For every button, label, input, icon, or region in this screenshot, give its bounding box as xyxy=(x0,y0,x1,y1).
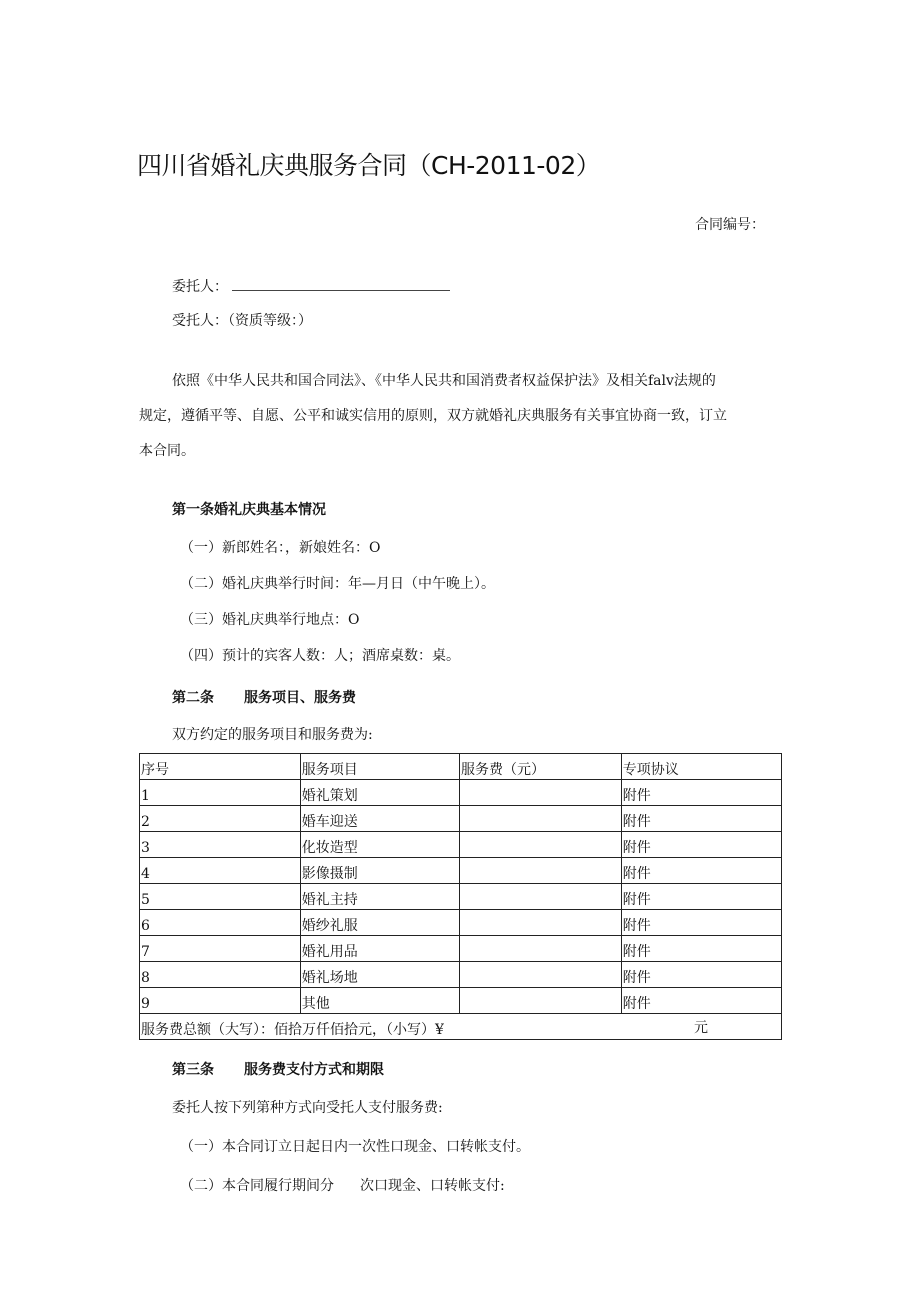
row-item: 婚礼主持 xyxy=(300,884,459,910)
row-no: 8 xyxy=(140,962,301,988)
row-agreement: 附件 xyxy=(621,936,781,962)
row-agreement: 附件 xyxy=(621,832,781,858)
row-fee xyxy=(460,988,622,1014)
row-no: 1 xyxy=(140,780,301,806)
article1-item-1: （一）新郎姓名：，新娘姓名：O xyxy=(180,540,381,556)
article2-heading xyxy=(172,688,356,708)
total-amount-text: 服务费总额（大写）：佰拾万仟佰拾元，（小写）¥ xyxy=(141,1022,444,1038)
row-agreement: 附件 xyxy=(621,780,781,806)
row-item: 其他 xyxy=(300,988,459,1014)
row-fee xyxy=(460,936,622,962)
table-row xyxy=(140,858,782,884)
preamble-line-3: 本合同。 xyxy=(139,443,195,459)
table-row xyxy=(140,910,782,936)
article2-number: 第二条 xyxy=(172,690,214,706)
table-header-row xyxy=(140,754,782,780)
article3-item-2b: 次口现金、口转帐支付: xyxy=(360,1178,505,1194)
total-cell xyxy=(140,1014,782,1040)
row-no: 5 xyxy=(140,884,301,910)
article3-title: 服务费支付方式和期限 xyxy=(244,1062,384,1078)
article3-item-1: （一）本合同订立日起日内一次性口现金、口转帐支付。 xyxy=(180,1139,530,1155)
row-item: 婚礼场地 xyxy=(300,962,459,988)
row-agreement: 附件 xyxy=(621,858,781,884)
article2-intro: 双方约定的服务项目和服务费为: xyxy=(172,727,373,743)
row-no: 3 xyxy=(140,832,301,858)
preamble-line-1: 依照《中华人民共和国合同法》、《中华人民共和国消费者权益保护法》及相关falv法规的 xyxy=(172,373,716,389)
row-agreement: 附件 xyxy=(621,988,781,1014)
contractor-label: 受托人：（资质等级：） xyxy=(172,313,312,329)
row-item: 婚车迎送 xyxy=(300,806,459,832)
row-fee xyxy=(460,858,622,884)
row-agreement: 附件 xyxy=(621,884,781,910)
service-fee-table xyxy=(139,753,782,1040)
row-fee xyxy=(460,910,622,936)
client-line xyxy=(172,276,450,297)
article2-title: 服务项目、服务费 xyxy=(244,690,356,706)
row-agreement: 附件 xyxy=(621,962,781,988)
article1-item-3: （三）婚礼庆典举行地点：O xyxy=(180,612,360,628)
table-row xyxy=(140,962,782,988)
row-no: 6 xyxy=(140,910,301,936)
contract-number-label: 合同编号： xyxy=(695,217,765,233)
article3-item-2a: （二）本合同履行期间分 xyxy=(180,1178,334,1194)
article1-item-4: （四）预计的宾客人数：人；酒席桌数：桌。 xyxy=(180,648,460,664)
table-row xyxy=(140,884,782,910)
article3-heading xyxy=(172,1060,384,1080)
table-row xyxy=(140,988,782,1014)
total-unit: 元 xyxy=(694,1020,708,1036)
row-fee xyxy=(460,962,622,988)
article1-item-2: （二）婚礼庆典举行时间：年—月日（中午晚上）。 xyxy=(180,576,495,592)
row-no: 7 xyxy=(140,936,301,962)
table-row xyxy=(140,832,782,858)
header-agreement: 专项协议 xyxy=(621,754,781,780)
table-row xyxy=(140,806,782,832)
row-agreement: 附件 xyxy=(621,910,781,936)
row-agreement: 附件 xyxy=(621,806,781,832)
client-blank-field xyxy=(232,276,450,291)
row-item: 婚礼用品 xyxy=(300,936,459,962)
row-fee xyxy=(460,806,622,832)
row-item: 化妆造型 xyxy=(300,832,459,858)
row-no: 2 xyxy=(140,806,301,832)
client-label: 委托人： xyxy=(172,279,228,295)
header-fee: 服务费（元） xyxy=(460,754,622,780)
article3-intro: 委托人按下列第种方式向受托人支付服务费: xyxy=(172,1100,443,1116)
row-item: 影像摄制 xyxy=(300,858,459,884)
header-item: 服务项目 xyxy=(300,754,459,780)
article3-item-2 xyxy=(180,1176,505,1196)
preamble-line-2: 规定，遵循平等、自愿、公平和诚实信用的原则，双方就婚礼庆典服务有关事宜协商一致，订立 xyxy=(139,408,727,424)
row-item: 婚礼策划 xyxy=(300,780,459,806)
row-no: 4 xyxy=(140,858,301,884)
table-total-row xyxy=(140,1014,782,1040)
row-no: 9 xyxy=(140,988,301,1014)
table-row xyxy=(140,780,782,806)
row-fee xyxy=(460,832,622,858)
page-title: 四川省婚礼庆典服务合同（CH-2011-02） xyxy=(137,151,601,180)
header-no: 序号 xyxy=(140,754,301,780)
row-fee xyxy=(460,884,622,910)
article1-heading: 第一条婚礼庆典基本情况 xyxy=(172,502,326,518)
row-fee xyxy=(460,780,622,806)
table-row xyxy=(140,936,782,962)
row-item: 婚纱礼服 xyxy=(300,910,459,936)
article3-number: 第三条 xyxy=(172,1062,214,1078)
